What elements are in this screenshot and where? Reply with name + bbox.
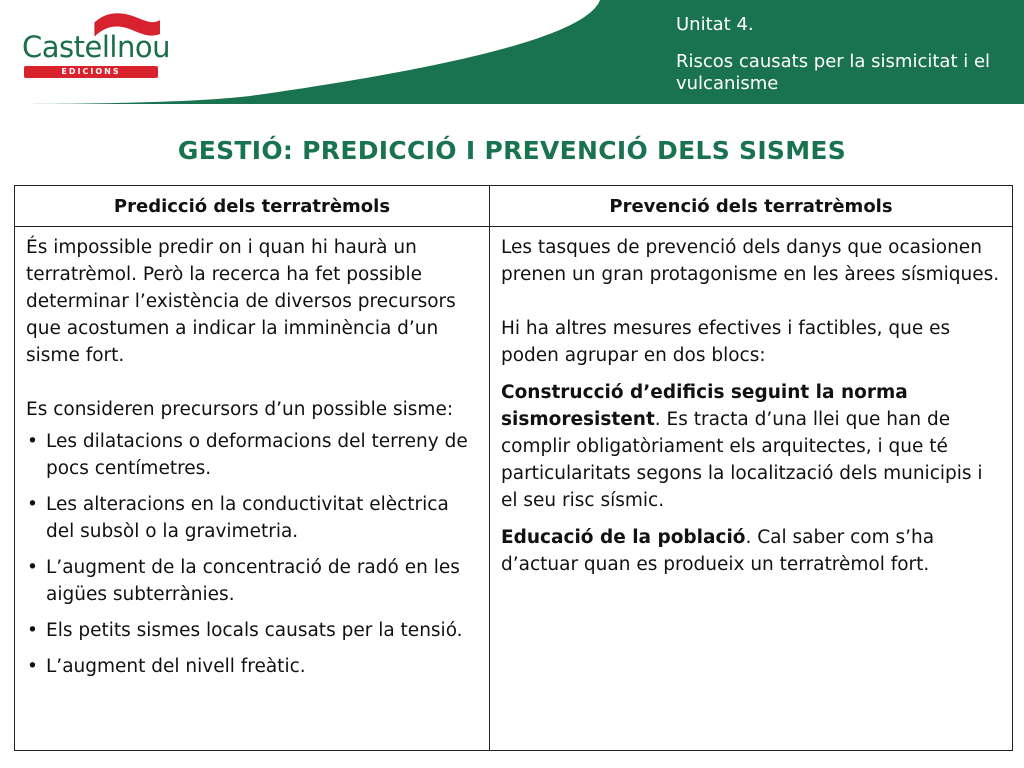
bullet-icon: • (27, 431, 38, 452)
unit-title: Riscos causats per la sismicitat i el vulcanisme (676, 51, 991, 94)
block-construction-text: . Es tracta d’una llei que han de complir obligatòriament els arquitectes, i que té particularitats segons la localització dels municipis i el seu risc sísmic. (501, 409, 983, 511)
prevention-lead: Hi ha altres mesures efectives i factibles, que es poden agrupar en dos blocs: (501, 318, 951, 366)
precursors-lead: Es consideren precursors d’un possible sisme: (26, 399, 454, 420)
brand-name: Castellnou (22, 30, 170, 64)
prediction-intro: És impossible predir on i quan hi haurà un terratrèmol. Però la recerca ha fet possible determinar l’existència de diversos precursors que acostumen a indicar la imminència d’un sisme fort. (26, 237, 456, 366)
col-header-prevention: Prevenció dels terratrèmols (490, 186, 1013, 227)
bullet-icon: • (27, 620, 38, 641)
unit-label: Unitat 4. (676, 14, 754, 35)
col-header-prediction: Predicció dels terratrèmols (15, 186, 490, 227)
prediction-cell (15, 227, 490, 751)
list-item: • Les alteracions en la conductivitat elèctrica del subsòl o la gravimetria. (26, 491, 479, 545)
block-construction-title: Construcció d’edificis seguint la norma sismoresistent (501, 382, 908, 430)
table-header-row (15, 186, 1013, 227)
castellnou-logo (20, 8, 170, 80)
block-education-title: Educació de la població (501, 527, 746, 548)
header-banner (0, 0, 1024, 104)
prevention-intro: Les tasques de prevenció dels danys que ocasionen prenen un gran protagonisme en les àrees sísmiques. (501, 237, 1000, 285)
table-body-row (15, 227, 1013, 751)
content-table (14, 185, 1013, 751)
brand-subtitle: EDICIONS (61, 67, 121, 76)
bullet-icon: • (27, 656, 38, 677)
list-item: • L’augment de la concentració de radó en les aigües subterrànies. (26, 554, 479, 608)
block-education-text: . Cal saber com s’ha d’actuar quan es produeix un terratrèmol fort. (501, 527, 935, 575)
list-item: • L’augment del nivell freàtic. (26, 653, 479, 680)
bullet-icon: • (27, 494, 38, 515)
list-item: • Els petits sismes locals causats per la tensió. (26, 617, 479, 644)
prevention-block-construction (501, 379, 1002, 514)
list-item: • Les dilatacions o deformacions del terreny de pocs centímetres. (26, 428, 479, 482)
precursors-list (26, 428, 479, 680)
prevention-block-education (501, 524, 1002, 578)
prevention-cell (490, 227, 1013, 751)
bullet-icon: • (27, 557, 38, 578)
slide-title: GESTIÓ: PREDICCIÓ I PREVENCIÓ DELS SISMES (177, 136, 847, 165)
